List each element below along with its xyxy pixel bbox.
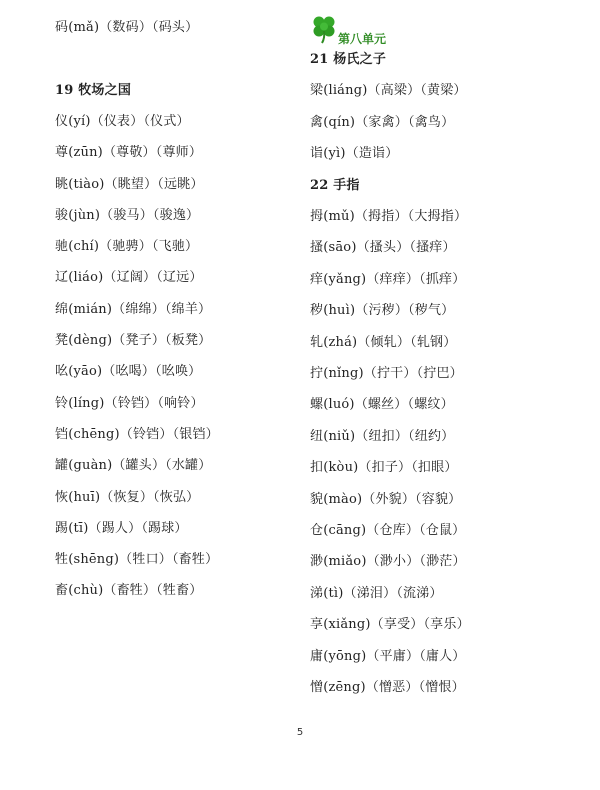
vocab-entry: 享(xiǎng)（享受）（享乐） xyxy=(310,617,470,633)
lesson-title: 21 杨氏之子 xyxy=(310,52,387,67)
vocab-entry: 骏(jùn)（骏马）（骏逸） xyxy=(55,207,200,223)
vocab-entry: 秽(huì)（污秽）（秽气） xyxy=(310,303,455,319)
unit-header xyxy=(310,14,510,44)
page-number: 5 xyxy=(296,727,304,738)
vocab-entry: 码(mǎ)（数码）（码头） xyxy=(55,20,199,35)
vocab-entry: 梁(liáng)（高梁）（黄梁） xyxy=(310,83,467,99)
vocab-entry: 罐(guàn)（罐头）（水罐） xyxy=(55,458,212,474)
vocab-entry: 庸(yōng)（平庸）（庸人） xyxy=(310,648,466,664)
vocab-entry: 畜(chù)（畜牲）（牲畜） xyxy=(55,583,203,599)
vocab-entry: 眺(tiào)（眺望）（远眺） xyxy=(55,176,204,192)
vocab-entry: 仪(yí)（仪表）（仪式） xyxy=(55,113,190,129)
vocab-entry: 驰(chí)（驰骋）（飞驰） xyxy=(55,239,199,255)
vocab-entry: 搔(sāo)（搔头）（搔痒） xyxy=(310,240,456,256)
clover-icon xyxy=(310,14,338,44)
vocab-entry: 绵(mián)（绵绵）（绵羊） xyxy=(55,301,212,317)
vocab-entry: 凳(dèng)（凳子）（板凳） xyxy=(55,333,212,348)
vocab-entry: 貌(mào)（外貌）（容貌） xyxy=(310,491,462,507)
vocab-entry: 吆(yāo)（吆喝）（吆唤） xyxy=(55,364,202,380)
vocab-entry: 痒(yǎng)（痒痒）（抓痒） xyxy=(310,271,466,287)
vocab-entry: 纽(niǔ)（纽扣）（纽约） xyxy=(310,428,455,444)
vocab-entry: 拇(mǔ)（拇指）（大拇指） xyxy=(310,209,468,224)
vocab-entry: 铛(chēng)（铃铛）（银铛） xyxy=(55,426,219,442)
vocab-entry: 仓(cāng)（仓库）（仓鼠） xyxy=(310,523,466,538)
vocab-entry: 诣(yì)（造诣） xyxy=(310,146,399,162)
vocab-entry: 辽(liáo)（辽阔）（辽远） xyxy=(55,270,203,286)
vocab-entry: 涕(tì)（涕泪）（流涕） xyxy=(310,585,443,601)
unit-title: 第八单元 xyxy=(338,32,387,46)
vocab-entry: 拧(nǐng)（拧干）（拧巴） xyxy=(310,366,463,381)
lesson-title: 22 手指 xyxy=(310,177,360,193)
vocab-entry: 牲(shēng)（牲口）（畜牲） xyxy=(55,552,219,568)
vocab-entry: 铃(líng)（铃铛）（响铃） xyxy=(55,395,204,411)
vocab-entry: 渺(miǎo)（渺小）（渺茫） xyxy=(310,554,466,570)
vocab-entry: 恢(huī)（恢复）（恢弘） xyxy=(55,489,200,505)
vocab-entry: 扣(kòu)（扣子）（扣眼） xyxy=(310,460,458,476)
vocab-entry: 踢(tī)（踢人）（踢球） xyxy=(55,520,188,536)
vocab-entry: 螺(luó)（螺丝）（螺纹） xyxy=(310,397,454,413)
vocab-entry: 轧(zhá)（倾轧）（轧钢） xyxy=(310,334,457,350)
vocab-entry: 尊(zūn)（尊敬）（尊师） xyxy=(55,145,203,161)
lesson-title: 19 牧场之国 xyxy=(55,82,132,98)
vocab-entry: 憎(zēng)（憎恶）（憎恨） xyxy=(310,680,465,695)
vocab-entry: 禽(qín)（家禽）（禽鸟） xyxy=(310,114,455,130)
